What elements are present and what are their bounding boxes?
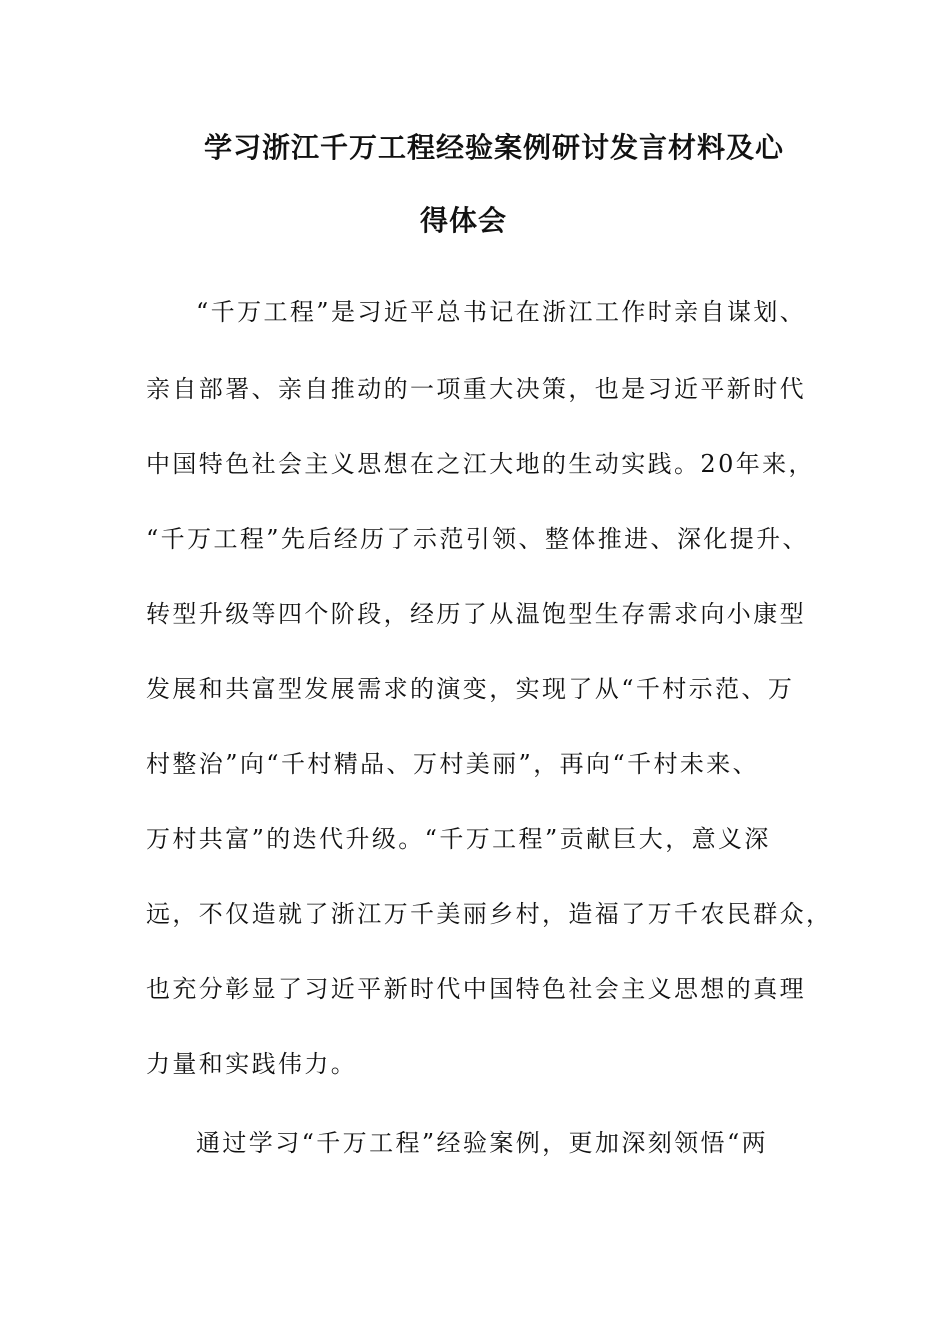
paragraph-1-line-6: 发展和共富型发展需求的演变，实现了从“千村示范、万 xyxy=(146,675,795,703)
paragraph-1-line-8: 万村共富”的迭代升级。“千万工程”贡献巨大，意义深 xyxy=(146,825,771,853)
document-title-line-1: 学习浙江千万工程经验案例研讨发言材料及心 xyxy=(204,131,785,164)
paragraph-1-line-1: “千万工程”是习近平总书记在浙江工作时亲自谋划、 xyxy=(196,298,807,326)
paragraph-1-line-4: “千万工程”先后经历了示范引领、整体推进、深化提升、 xyxy=(146,525,809,553)
paragraph-1-line-7: 村整治”向“千村精品、万村美丽”，再向“千村未来、 xyxy=(146,750,760,778)
paragraph-1-line-9: 远，不仅造就了浙江万千美丽乡村，造福了万千农民群众， xyxy=(146,900,833,928)
document-title-line-2: 得体会 xyxy=(420,204,508,237)
paragraph-1-line-5: 转型升级等四个阶段，经历了从温饱型生存需求向小康型 xyxy=(146,600,806,628)
paragraph-1-line-10: 也充分彰显了习近平新时代中国特色社会主义思想的真理 xyxy=(146,975,806,1003)
paragraph-1-line-2: 亲自部署、亲自推动的一项重大决策，也是习近平新时代 xyxy=(146,375,806,403)
paragraph-2-line-1: 通过学习“千万工程”经验案例，更加深刻领悟“两 xyxy=(196,1129,769,1157)
paragraph-1-line-3: 中国特色社会主义思想在之江大地的生动实践。20年来， xyxy=(146,450,815,478)
paragraph-1-line-11: 力量和实践伟力。 xyxy=(146,1050,358,1078)
